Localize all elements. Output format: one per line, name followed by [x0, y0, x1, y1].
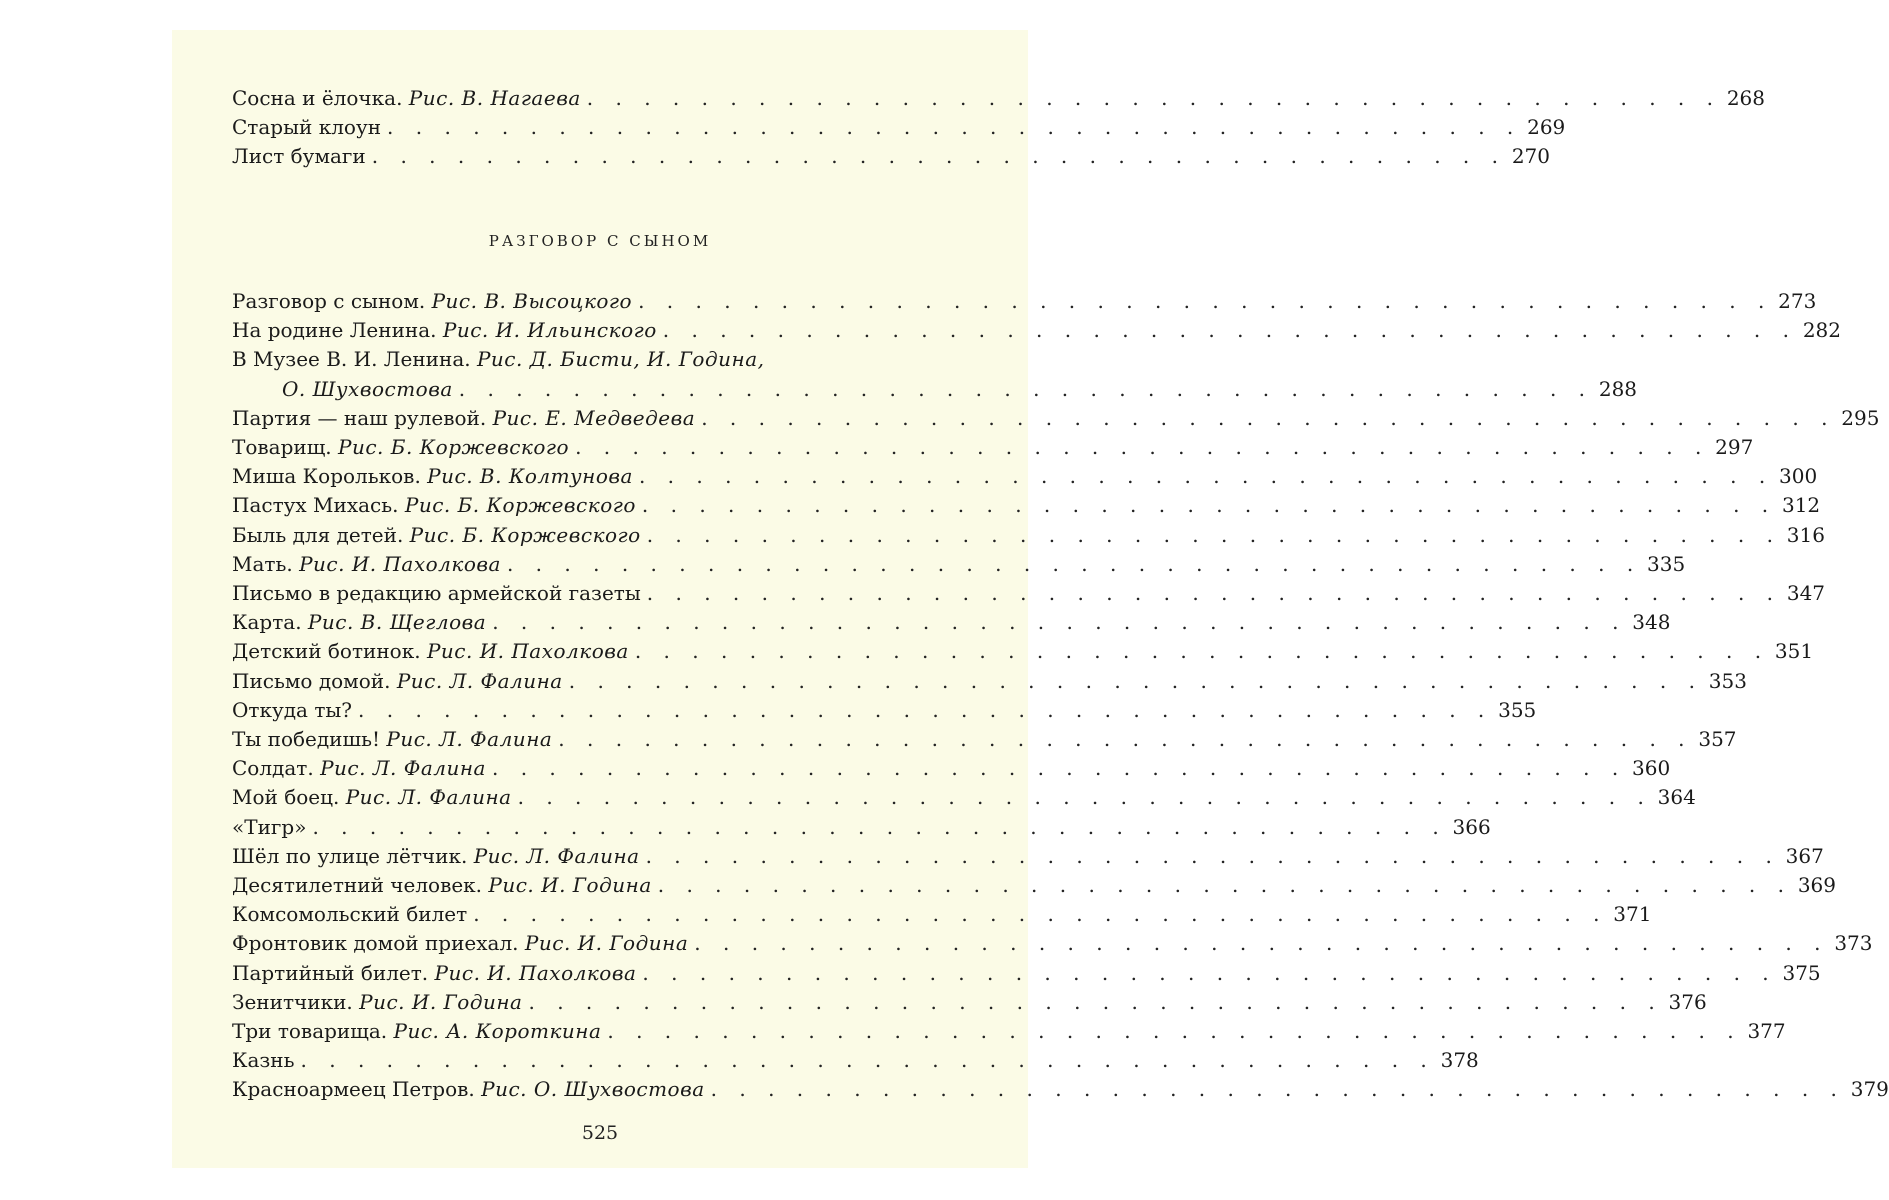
toc-entry-page: 351 — [1774, 639, 1814, 664]
toc-entry-text — [232, 1017, 601, 1045]
toc-entry-page: 312 — [1781, 493, 1821, 518]
toc-entry-page: 376 — [1668, 989, 1707, 1014]
toc-entry-text — [232, 929, 688, 957]
toc-entry-title: Миша Корольков. — [232, 464, 421, 489]
toc-entry — [232, 462, 1818, 490]
toc-entry-title: Ты победишь! — [232, 727, 381, 751]
toc-entry-leader-dots: . . . . . . . . . . . . . . . . . . . . . . . . . . . . . . . . . . . . . . . . — [646, 522, 1781, 547]
toc-entry-leader-dots: . . . . . . . . . . . . . . . . . . . . . . . . . . . . . . . . . . . . . . . . — [491, 756, 1627, 781]
toc-entry-page: 369 — [1797, 873, 1836, 897]
toc-entry-text — [232, 404, 695, 432]
toc-entry-leader-dots: . . . . . . . . . . . . . . . . . . . . . . . . . . . . . . . . . . . . . . . . — [568, 668, 1703, 693]
toc-entry-title: На родине Ленина. — [232, 318, 437, 343]
toc-entry-text — [232, 345, 765, 373]
toc-entry-illustrator: Рис. Л. Фалина — [320, 756, 486, 781]
toc-entry-title: Детский ботинок. — [232, 639, 421, 664]
toc-entry-page: 360 — [1632, 756, 1671, 781]
toc-entry — [232, 959, 1821, 987]
toc-entry — [232, 1017, 1786, 1045]
toc-entry-text — [232, 871, 652, 899]
toc-entry-leader-dots: . . . . . . . . . . . . . . . . . . . . . . . . . . . . . . . . . . . . . . . . — [575, 435, 1710, 459]
toc-entry-leader-dots: . . . . . . . . . . . . . . . . . . . . . . . . . . . . . . . . . . . . . . . . — [371, 144, 1506, 168]
toc-entry-page: 268 — [1726, 86, 1766, 110]
toc-entry-text — [232, 667, 563, 695]
toc-entry-text — [232, 287, 632, 315]
toc-entry-leader-dots: . . . . . . . . . . . . . . . . . . . . . . . . . . . . . . . . . . . . . . . . — [710, 1077, 1845, 1102]
toc-entry-title: Товарищ. — [232, 435, 332, 459]
toc-entry-leader-dots: . . . . . . . . . . . . . . . . . . . . . . . . . . . . . . . . . . . . . . . . — [300, 1048, 1435, 1073]
toc-entry-text — [232, 783, 512, 811]
toc-entry-title: Солдат. — [232, 756, 314, 781]
toc-entry-illustrator: Рис. Е. Медведева — [492, 405, 696, 430]
toc-entry-page: 288 — [1598, 376, 1638, 401]
toc-entry-page: 364 — [1657, 785, 1696, 810]
toc-entry-leader-dots: . . . . . . . . . . . . . . . . . . . . . . . . . . . . . . . . . . . . . . . . — [473, 902, 1608, 927]
toc-entry-title: Зенитчики. — [232, 989, 353, 1014]
toc-entry-title: В Музее В. И. Ленина. — [232, 347, 471, 372]
toc-entry-page: 295 — [1841, 405, 1880, 430]
toc-entry-leader-dots: . . . . . . . . . . . . . . . . . . . . . . . . . . . . . . . . . . . . . . . . — [492, 610, 1627, 635]
toc-entry-illustrator: Рис. И. Ильинского — [442, 318, 657, 343]
toc-entry-title: Пастух Михась. — [232, 493, 399, 518]
toc-entry-title: Старый клоун — [232, 115, 382, 139]
toc-entry-leader-dots: . . . . . . . . . . . . . . . . . . . . . . . . . . . . . . . . . . . . . . . . — [312, 814, 1447, 839]
toc-entry-text — [232, 608, 486, 636]
toc-entry-page: 367 — [1785, 843, 1824, 868]
toc-entry-page: 371 — [1613, 902, 1652, 927]
toc-entry-title: Три товарища. — [232, 1019, 388, 1043]
toc-entry-leader-dots: . . . . . . . . . . . . . . . . . . . . . . . . . . . . . . . . . . . . . . . . — [387, 115, 1522, 139]
toc-entry-illustrator: Рис. В. Щеглова — [307, 610, 487, 635]
toc-entry-text — [232, 637, 629, 665]
toc-entry-illustrator: Рис. Л. Фалина — [396, 668, 563, 693]
toc-entry-text — [232, 84, 581, 112]
toc-entry-text — [232, 842, 640, 870]
toc-entry-leader-dots: . . . . . . . . . . . . . . . . . . . . . . . . . . . . . . . . . . . . . . . . — [641, 493, 1777, 518]
toc-entry-page: 300 — [1779, 464, 1818, 489]
toc-entry — [232, 84, 1766, 112]
toc-entry — [232, 404, 1880, 432]
toc-entry — [232, 1046, 1479, 1074]
toc-entry-illustrator: Рис. И. Пахолкова — [434, 960, 637, 985]
toc-entry-text — [232, 433, 569, 461]
toc-entry-text — [232, 550, 501, 578]
toc-entry-text — [232, 579, 641, 607]
toc-entry-page: 270 — [1511, 144, 1550, 168]
toc-entry-leader-dots: . . . . . . . . . . . . . . . . . . . . . . . . . . . . . . . . . . . . . . . . — [646, 581, 1782, 605]
toc-entry-leader-dots: . . . . . . . . . . . . . . . . . . . . . . . . . . . . . . . . . . . . . . . . — [638, 464, 1774, 489]
toc-entry-title: Мой боец. — [232, 785, 340, 810]
toc-entry — [232, 754, 1671, 782]
toc-entry-text — [232, 113, 381, 141]
toc-entry — [232, 287, 1817, 315]
toc-entry-page: 366 — [1452, 814, 1491, 839]
toc-entry-page: 355 — [1498, 697, 1537, 722]
toc-entry — [282, 375, 1638, 403]
toc-entry-page: 335 — [1647, 551, 1686, 576]
toc-entry-leader-dots: . . . . . . . . . . . . . . . . . . . . . . . . . . . . . . . . . . . . . . . . — [528, 989, 1663, 1014]
toc-entry-leader-dots: . . . . . . . . . . . . . . . . . . . . . . . . . . . . . . . . . . . . . . . . — [662, 318, 1798, 343]
toc-entry-page: 353 — [1708, 668, 1747, 693]
toc-entry — [232, 113, 1566, 141]
toc-entry — [232, 929, 1873, 957]
toc-entry — [232, 142, 1550, 170]
toc-entry-title: Казнь — [232, 1048, 295, 1073]
toc-entry-illustrator: О. Шухвостова — [282, 376, 453, 401]
toc-entry-leader-dots: . . . . . . . . . . . . . . . . . . . . . . . . . . . . . . . . . . . . . . . . — [607, 1019, 1742, 1043]
toc-entry-illustrator: Рис. Д. Бисти, И. Година, — [476, 347, 765, 372]
toc-entry-text — [232, 988, 522, 1016]
toc-entry-title: Красноармеец Петров. — [232, 1077, 475, 1102]
toc-entry-text — [232, 521, 641, 549]
section-heading: РАЗГОВОР С СЫНОМ — [488, 232, 712, 250]
toc-entry-illustrator: Рис. И. Година — [488, 873, 652, 897]
toc-entry-illustrator: Рис. И. Пахолкова — [426, 639, 629, 664]
toc-entry-page: 378 — [1440, 1048, 1479, 1073]
toc-entry-page: 297 — [1715, 435, 1754, 459]
toc-entry — [232, 900, 1652, 928]
toc-entry-illustrator: Рис. Б. Коржевского — [338, 435, 570, 459]
toc-entry-leader-dots: . . . . . . . . . . . . . . . . . . . . . . . . . . . . . . . . . . . . . . . . — [358, 697, 1493, 722]
toc-entry — [232, 813, 1491, 841]
toc-entry-page: 347 — [1786, 581, 1826, 605]
toc-entry-leader-dots: . . . . . . . . . . . . . . . . . . . . . . . . . . . . . . . . . . . . . . . . — [517, 785, 1652, 810]
toc-entry — [232, 550, 1686, 578]
toc-entry-text — [232, 696, 352, 724]
toc-entry-leader-dots: . . . . . . . . . . . . . . . . . . . . . . . . . . . . . . . . . . . . . . . . — [642, 960, 1777, 985]
toc-entry-text — [232, 1075, 705, 1103]
toc-entry-title: Письмо домой. — [232, 668, 391, 693]
toc-entry-title: Откуда ты? — [232, 697, 353, 722]
toc-entry-illustrator: Рис. И. Пахолкова — [299, 551, 501, 576]
toc-entry-illustrator: Рис. В. Нагаева — [408, 86, 581, 110]
toc-entry — [232, 783, 1696, 811]
toc-entry-text — [232, 1046, 295, 1074]
toc-entry-text — [232, 462, 633, 490]
toc-entry-page: 316 — [1786, 522, 1825, 547]
toc-entry-title: Карта. — [232, 610, 302, 635]
toc-entry-text — [232, 813, 306, 841]
toc-entry-leader-dots: . . . . . . . . . . . . . . . . . . . . . . . . . . . . . . . . . . . . . . . . — [634, 639, 1770, 664]
toc-entry-leader-dots: . . . . . . . . . . . . . . . . . . . . . . . . . . . . . . . . . . . . . . . . — [506, 551, 1642, 576]
toc-entry-illustrator: Рис. И. Година — [359, 989, 523, 1014]
toc-entry-page: 379 — [1850, 1077, 1889, 1102]
toc-entry — [232, 871, 1836, 899]
toc-entry-illustrator: Рис. В. Высоцкого — [431, 289, 633, 313]
toc-entry-page: 357 — [1698, 727, 1737, 751]
toc-entry-text — [232, 754, 486, 782]
toc-entry-illustrator: Рис. Л. Фалина — [386, 727, 553, 751]
toc-entry-text — [232, 725, 552, 753]
toc-entry-title: Разговор с сыном. — [232, 289, 426, 313]
toc-entry-leader-dots: . . . . . . . . . . . . . . . . . . . . . . . . . . . . . . . . . . . . . . . . — [586, 86, 1722, 110]
toc-entry-illustrator: Рис. Л. Фалина — [473, 843, 640, 868]
toc-entry-illustrator: Рис. И. Година — [524, 931, 689, 956]
toc-entry-text — [232, 900, 467, 928]
toc-entry-page: 269 — [1527, 115, 1566, 139]
toc-entry — [232, 637, 1814, 665]
toc-entry — [232, 842, 1824, 870]
toc-entry-illustrator: Рис. А. Короткина — [393, 1019, 602, 1043]
toc-entry — [232, 316, 1842, 344]
toc-entry — [232, 988, 1707, 1016]
toc-entry — [232, 433, 1754, 461]
toc-entry — [232, 345, 872, 373]
toc-entry-text — [232, 316, 657, 344]
toc-entry — [232, 696, 1537, 724]
toc-entry-page: 348 — [1632, 610, 1671, 635]
toc-entry-leader-dots: . . . . . . . . . . . . . . . . . . . . . . . . . . . . . . . . . . . . . . . . — [657, 873, 1792, 897]
toc-entry-title: Лист бумаги — [232, 144, 366, 168]
toc-entry-text — [232, 959, 636, 987]
toc-entry-page: 373 — [1834, 931, 1873, 956]
toc-entry — [232, 667, 1747, 695]
toc-entry-illustrator: Рис. В. Колтунова — [427, 464, 633, 489]
toc-entry-leader-dots: . . . . . . . . . . . . . . . . . . . . . . . . . . . . . . . . . . . . . . . . — [701, 405, 1836, 430]
toc-entry-leader-dots: . . . . . . . . . . . . . . . . . . . . . . . . . . . . . . . . . . . . . . . . — [645, 843, 1780, 868]
toc-entry-illustrator: Рис. Б. Коржевского — [404, 493, 636, 518]
toc-entry-leader-dots: . . . . . . . . . . . . . . . . . . . . . . . . . . . . . . . . . . . . . . . . — [694, 931, 1829, 956]
toc-entry-page: 375 — [1782, 960, 1821, 985]
toc-entry-title: Мать. — [232, 551, 293, 576]
toc-entry-leader-dots: . . . . . . . . . . . . . . . . . . . . . . . . . . . . . . . . . . . . . . . . — [458, 376, 1594, 401]
toc-entry — [232, 579, 1826, 607]
toc-entry-title: Партия — наш рулевой. — [232, 405, 487, 430]
toc-entry — [232, 491, 1821, 519]
toc-entry-title: Партийный билет. — [232, 960, 429, 985]
toc-entry-page: 282 — [1802, 318, 1842, 343]
toc-entry-title: Шёл по улице лётчик. — [232, 843, 468, 868]
toc-entry-page: 273 — [1778, 289, 1817, 313]
toc-entry-leader-dots: . . . . . . . . . . . . . . . . . . . . . . . . . . . . . . . . . . . . . . . . — [638, 289, 1773, 313]
toc-entry-title: «Тигр» — [232, 814, 307, 839]
toc-entry-text — [232, 142, 366, 170]
toc-entry-illustrator: Рис. О. Шухвостова — [481, 1077, 705, 1102]
toc-entry-title: Сосна и ёлочка. — [232, 86, 403, 110]
toc-entry — [232, 521, 1825, 549]
toc-entry — [232, 1075, 1889, 1103]
toc-entry-title: Фронтовик домой приехал. — [232, 931, 519, 956]
toc-entry — [232, 608, 1671, 636]
toc-entry-title: Быль для детей. — [232, 522, 404, 547]
toc-entry-title: Письмо в редакцию армейской газеты — [232, 581, 641, 605]
toc-entry-title: Десятилетний человек. — [232, 873, 483, 897]
toc-entry-illustrator: Рис. Б. Коржевского — [409, 522, 641, 547]
toc-entry-text — [282, 375, 453, 403]
toc-entry-leader-dots: . . . . . . . . . . . . . . . . . . . . . . . . . . . . . . . . . . . . . . . . — [558, 727, 1693, 751]
toc-entry-title: Комсомольский билет — [232, 902, 468, 927]
toc-entry — [232, 725, 1737, 753]
toc-entry-page: 377 — [1747, 1019, 1786, 1043]
toc-entry-illustrator: Рис. Л. Фалина — [345, 785, 512, 810]
page-number: 525 — [581, 1122, 619, 1144]
toc-entry-text — [232, 491, 636, 519]
